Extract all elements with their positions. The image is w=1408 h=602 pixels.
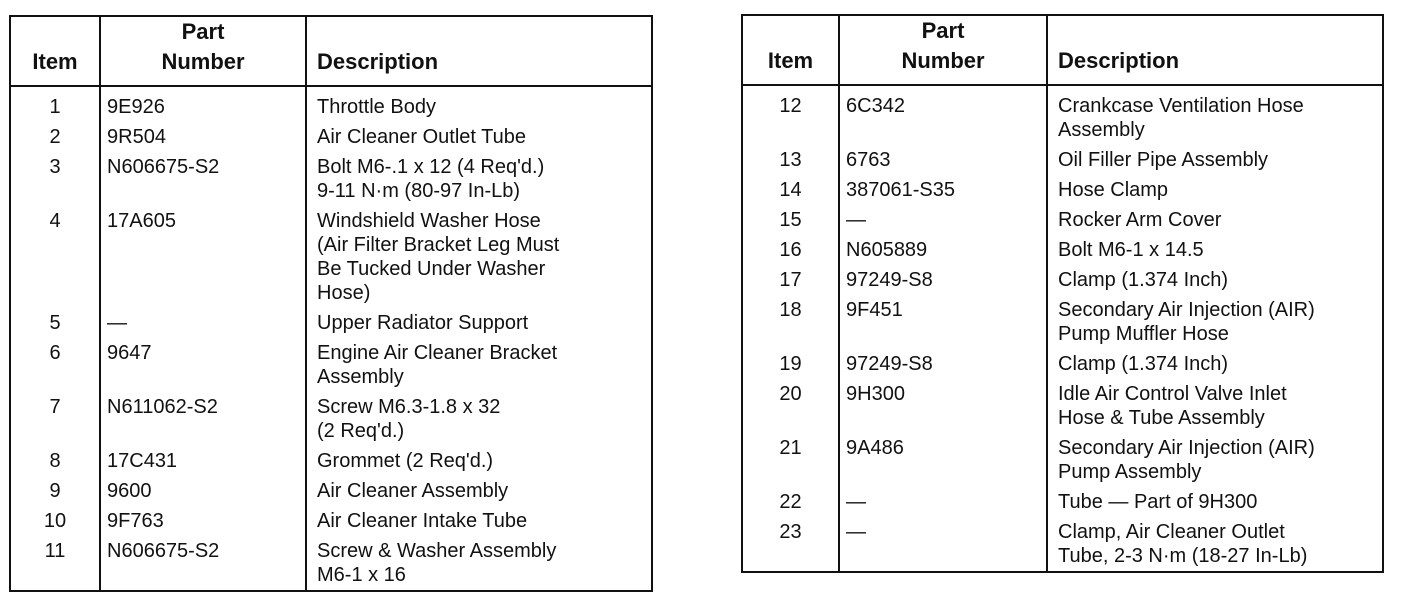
- item-number: 1: [11, 86, 100, 122]
- description-line: Idle Air Control Valve Inlet: [1058, 383, 1287, 405]
- table-row: [11, 392, 651, 446]
- item-number: 14: [743, 175, 839, 205]
- item-number: 3: [11, 152, 100, 206]
- description-line: Screw & Washer Assembly: [317, 540, 557, 562]
- table-row: [11, 446, 651, 476]
- description: [306, 86, 651, 122]
- part-number: 97249-S8: [839, 265, 1047, 295]
- part-number: 6763: [839, 145, 1047, 175]
- description-header: Description: [1047, 16, 1382, 85]
- description-line: Secondary Air Injection (AIR): [1058, 437, 1315, 459]
- description-header: Description: [306, 17, 651, 86]
- part-number: 9647: [100, 338, 306, 392]
- part-number: —: [839, 205, 1047, 235]
- table-row: [743, 487, 1382, 517]
- description: [306, 446, 651, 476]
- item-number: 5: [11, 308, 100, 338]
- part-number-header: Part Number: [100, 17, 306, 86]
- item-number: 8: [11, 446, 100, 476]
- description: [306, 206, 651, 308]
- description-line: Clamp, Air Cleaner Outlet: [1058, 521, 1285, 543]
- part-number: N606675-S2: [100, 152, 306, 206]
- right-table-body: [743, 85, 1382, 571]
- part-number-header: Part Number: [839, 16, 1047, 85]
- item-number: 18: [743, 295, 839, 349]
- part-number: 9F763: [100, 506, 306, 536]
- item-number: 4: [11, 206, 100, 308]
- description: [306, 392, 651, 446]
- description-line: Assembly: [1058, 119, 1145, 141]
- description: [1047, 349, 1382, 379]
- description: [1047, 145, 1382, 175]
- description: [306, 506, 651, 536]
- left-table-body: [11, 86, 651, 590]
- description-line: Tube, 2-3 N·m (18-27 In-Lb): [1058, 545, 1308, 567]
- description-line: Clamp (1.374 Inch): [1058, 269, 1229, 291]
- table-row: [743, 205, 1382, 235]
- table-row: [743, 85, 1382, 145]
- table-row: [743, 175, 1382, 205]
- description-line: Pump Muffler Hose: [1058, 323, 1229, 345]
- description-line: Tube — Part of 9H300: [1058, 491, 1258, 513]
- item-number: 21: [743, 433, 839, 487]
- description: [306, 536, 651, 590]
- part-number: 9F451: [839, 295, 1047, 349]
- header-row: [743, 16, 1382, 85]
- item-number: 9: [11, 476, 100, 506]
- item-number: 10: [11, 506, 100, 536]
- table-row: [11, 206, 651, 308]
- table-row: [743, 235, 1382, 265]
- part-number: 9A486: [839, 433, 1047, 487]
- item-number: 17: [743, 265, 839, 295]
- table-row: [11, 536, 651, 590]
- item-number: 12: [743, 85, 839, 145]
- part-number: 17C431: [100, 446, 306, 476]
- description-line: Throttle Body: [317, 96, 436, 118]
- part-number: —: [839, 517, 1047, 571]
- description-line: Screw M6.3-1.8 x 32: [317, 396, 501, 418]
- part-number: 9H300: [839, 379, 1047, 433]
- description: [1047, 295, 1382, 349]
- part-number: N611062-S2: [100, 392, 306, 446]
- table-row: [11, 122, 651, 152]
- item-header: Item: [743, 16, 839, 85]
- table-row: [743, 433, 1382, 487]
- description-line: Grommet (2 Req'd.): [317, 450, 494, 472]
- description: [1047, 265, 1382, 295]
- description: [1047, 487, 1382, 517]
- table-row: [11, 338, 651, 392]
- table-row: [11, 506, 651, 536]
- item-number: 22: [743, 487, 839, 517]
- part-number: 9600: [100, 476, 306, 506]
- description-line: Windshield Washer Hose: [317, 210, 541, 232]
- description: [306, 308, 651, 338]
- description-line: Crankcase Ventilation Hose: [1058, 95, 1304, 117]
- description: [1047, 205, 1382, 235]
- table-row: [11, 476, 651, 506]
- description-line: Engine Air Cleaner Bracket: [317, 342, 558, 364]
- part-number: 97249-S8: [839, 349, 1047, 379]
- description-line: (Air Filter Bracket Leg Must: [317, 234, 560, 256]
- part-number: 387061-S35: [839, 175, 1047, 205]
- description-line: (2 Req'd.): [317, 420, 405, 442]
- description: [1047, 379, 1382, 433]
- description: [1047, 235, 1382, 265]
- description: [306, 338, 651, 392]
- part-number: N605889: [839, 235, 1047, 265]
- part-number: —: [100, 308, 306, 338]
- description: [306, 152, 651, 206]
- description-line: Bolt M6-.1 x 12 (4 Req'd.): [317, 156, 545, 178]
- item-number: 7: [11, 392, 100, 446]
- table-row: [743, 145, 1382, 175]
- table-row: [743, 295, 1382, 349]
- description-line: Bolt M6-1 x 14.5: [1058, 239, 1204, 261]
- description: [1047, 85, 1382, 145]
- description-line: Upper Radiator Support: [317, 312, 529, 334]
- item-number: 23: [743, 517, 839, 571]
- description-line: Hose Clamp: [1058, 179, 1169, 201]
- description-line: 9-11 N·m (80-97 In-Lb): [317, 180, 521, 202]
- table-row: [743, 517, 1382, 571]
- item-number: 6: [11, 338, 100, 392]
- description-line: Be Tucked Under Washer: [317, 258, 546, 280]
- parts-table-left: [9, 15, 653, 592]
- description: [306, 122, 651, 152]
- item-number: 15: [743, 205, 839, 235]
- table-row: [11, 308, 651, 338]
- description-line: Air Cleaner Assembly: [317, 480, 509, 502]
- table-row: [743, 379, 1382, 433]
- table-row: [743, 265, 1382, 295]
- part-number: 9E926: [100, 86, 306, 122]
- part-number: 6C342: [839, 85, 1047, 145]
- part-number: 9R504: [100, 122, 306, 152]
- table-row: [743, 349, 1382, 379]
- table-row: [11, 152, 651, 206]
- description: [1047, 175, 1382, 205]
- item-number: 2: [11, 122, 100, 152]
- description-line: Hose & Tube Assembly: [1058, 407, 1265, 429]
- description: [1047, 517, 1382, 571]
- description-line: Oil Filler Pipe Assembly: [1058, 149, 1269, 171]
- part-number: —: [839, 487, 1047, 517]
- description-line: Hose): [317, 282, 371, 304]
- description-line: M6-1 x 16: [317, 564, 406, 586]
- description-line: Rocker Arm Cover: [1058, 209, 1222, 231]
- item-number: 13: [743, 145, 839, 175]
- description-line: Air Cleaner Intake Tube: [317, 510, 528, 532]
- description-line: Air Cleaner Outlet Tube: [317, 126, 526, 148]
- item-number: 19: [743, 349, 839, 379]
- description-line: Clamp (1.374 Inch): [1058, 353, 1229, 375]
- description-line: Pump Assembly: [1058, 461, 1202, 483]
- part-number: 17A605: [100, 206, 306, 308]
- header-row: [11, 17, 651, 86]
- description: [306, 476, 651, 506]
- description-line: Assembly: [317, 366, 404, 388]
- table-row: [11, 86, 651, 122]
- description-line: Secondary Air Injection (AIR): [1058, 299, 1315, 321]
- item-header: Item: [11, 17, 100, 86]
- item-number: 20: [743, 379, 839, 433]
- item-number: 11: [11, 536, 100, 590]
- description: [1047, 433, 1382, 487]
- item-number: 16: [743, 235, 839, 265]
- part-number: N606675-S2: [100, 536, 306, 590]
- parts-table-right: [741, 14, 1384, 573]
